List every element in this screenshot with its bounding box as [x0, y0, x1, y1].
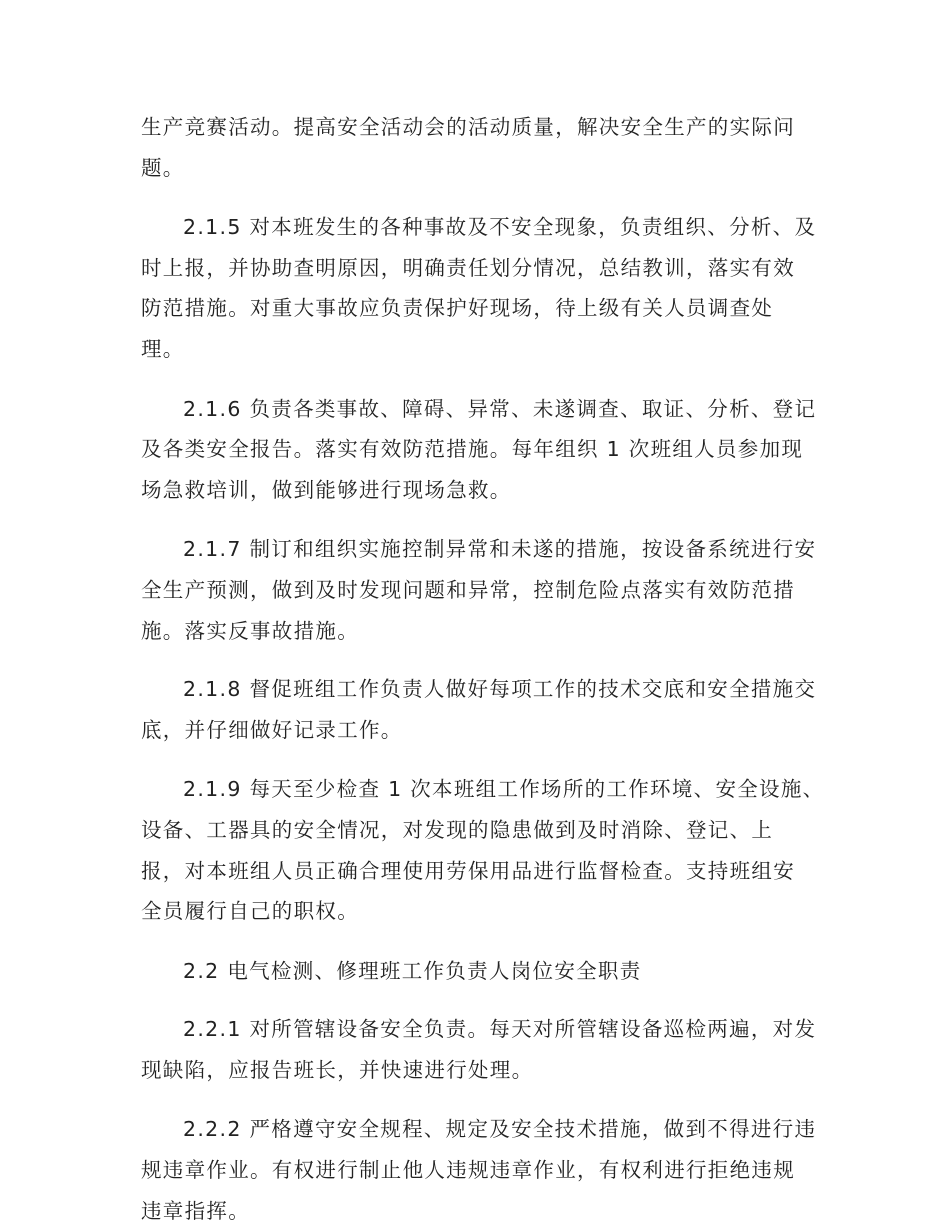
text-line: 2.1.5 对本班发生的各种事故及不安全现象，负责组织、分析、及 — [183, 215, 817, 240]
text-line: 底，并仔细做好记录工作。 — [141, 717, 403, 742]
paragraph-gap — [141, 932, 817, 951]
paragraph-2-1-5 — [141, 207, 817, 369]
text-line: 2.2.1 对所管辖设备安全负责。每天对所管辖设备巡检两遍，对发 — [183, 1017, 817, 1042]
text-line: 设备、工器具的安全情况，对发现的隐患做到及时消除、登记、上 — [141, 817, 774, 842]
paragraph-2-1-8 — [141, 669, 817, 750]
text-line: 2.1.7 制订和组织实施控制异常和未遂的措施，按设备系统进行安 — [183, 537, 817, 562]
text-line: 理。 — [141, 336, 185, 361]
paragraph-2-2-1 — [141, 1009, 817, 1090]
text-line: 现缺陷，应报告班长，并快速进行处理。 — [141, 1057, 534, 1082]
paragraph-2-1-7 — [141, 529, 817, 651]
paragraph-2-1-6 — [141, 389, 817, 511]
text-line: 生产竞赛活动。提高安全活动会的活动质量，解决安全生产的实际问 — [141, 115, 795, 139]
paragraph-gap — [141, 1090, 817, 1109]
text-line: 及各类安全报告。落实有效防范措施。每年组织 1 次班组人员参加现 — [141, 437, 804, 462]
text-line: 2.1.9 每天至少检查 1 次本班组工作场所的工作环境、安全设施、 — [183, 777, 825, 802]
text-line: 全生产预测，做到及时发现问题和异常，控制危险点落实有效防范措 — [141, 577, 795, 602]
text-line: 2.2 电气检测、修理班工作负责人岗位安全职责 — [183, 958, 642, 983]
text-line: 2.1.8 督促班组工作负责人做好每项工作的技术交底和安全措施交 — [183, 677, 817, 702]
paragraph-gap — [141, 651, 817, 669]
paragraph-gap — [141, 991, 817, 1009]
section-heading-2-2 — [141, 951, 817, 992]
paragraph-gap — [141, 750, 817, 769]
text-line: 规违章作业。有权进行制止他人违规违章作业，有权利进行拒绝违规 — [141, 1158, 795, 1183]
paragraph-2-1-4-tail — [141, 107, 817, 188]
text-line: 时上报，并协助查明原因，明确责任划分情况，总结教训，落实有效 — [141, 255, 795, 280]
paragraph-2-2-2 — [141, 1109, 817, 1231]
text-line: 防范措施。对重大事故应负责保护好现场，待上级有关人员调查处 — [141, 296, 774, 321]
text-line: 违章指挥。 — [141, 1198, 250, 1223]
paragraph-gap — [141, 370, 817, 389]
text-line: 2.1.6 负责各类事故、障碍、异常、未遂调查、取证、分析、登记 — [183, 396, 817, 421]
text-line: 施。落实反事故措施。 — [141, 618, 359, 643]
text-line: 2.2.2 严格遵守安全规程、规定及安全技术措施，做到不得进行违 — [183, 1117, 817, 1142]
paragraph-2-1-9 — [141, 769, 825, 931]
document-body — [141, 107, 825, 1231]
paragraph-gap — [141, 510, 817, 529]
text-line: 全员履行自己的职权。 — [141, 899, 359, 924]
text-line: 题。 — [141, 155, 185, 180]
text-line: 报，对本班组人员正确合理使用劳保用品进行监督检查。支持班组安 — [141, 858, 795, 883]
text-line: 场急救培训，做到能够进行现场急救。 — [141, 477, 512, 502]
paragraph-gap — [141, 188, 817, 207]
